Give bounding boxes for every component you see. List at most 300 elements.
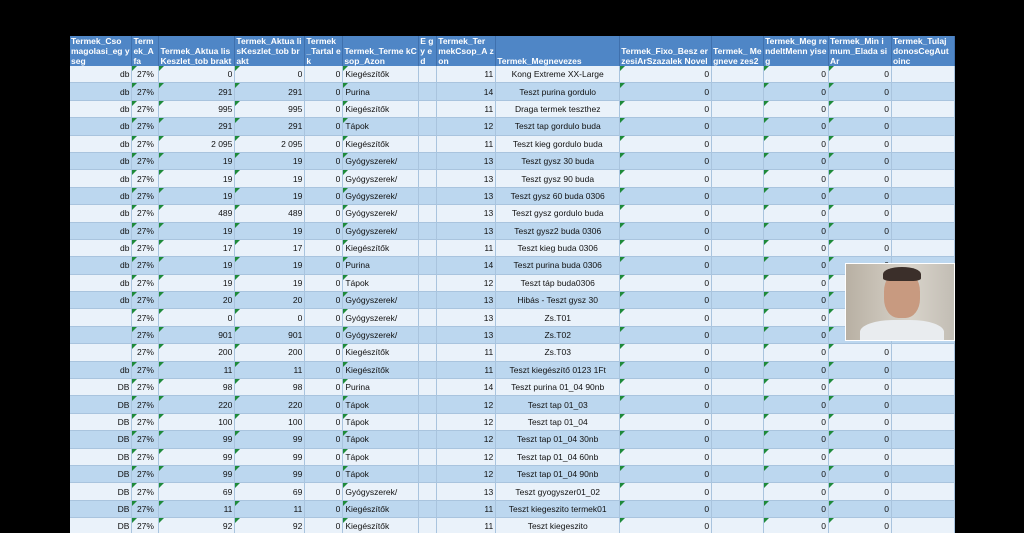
table-cell[interactable] [891, 518, 954, 533]
table-cell[interactable]: 0 [305, 170, 343, 187]
table-cell[interactable]: 19 [159, 152, 235, 169]
table-cell[interactable]: 0 [305, 413, 343, 430]
table-cell[interactable]: 99 [159, 431, 235, 448]
table-cell[interactable]: 0 [764, 187, 829, 204]
table-cell[interactable]: 0 [305, 66, 343, 83]
table-row[interactable] [70, 431, 955, 448]
table-cell[interactable] [891, 431, 954, 448]
table-cell[interactable]: 0 [305, 274, 343, 291]
table-row[interactable] [70, 500, 955, 517]
table-cell[interactable]: 0 [829, 361, 892, 378]
table-cell[interactable]: 13 [437, 483, 496, 500]
table-cell[interactable]: 0 [829, 483, 892, 500]
table-row[interactable] [70, 448, 955, 465]
table-cell[interactable] [712, 413, 764, 430]
table-cell[interactable]: 0 [764, 379, 829, 396]
table-cell[interactable]: 0 [764, 361, 829, 378]
table-cell[interactable]: 0 [235, 66, 305, 83]
table-cell[interactable]: 0 [764, 292, 829, 309]
table-cell[interactable]: 0 [305, 326, 343, 343]
table-cell[interactable] [712, 170, 764, 187]
table-cell[interactable]: 200 [235, 344, 305, 361]
table-cell[interactable]: 2 095 [235, 135, 305, 152]
table-cell[interactable]: 19 [235, 274, 305, 291]
table-cell[interactable]: DB [70, 483, 132, 500]
table-cell[interactable] [891, 239, 954, 256]
table-cell[interactable]: 0 [764, 500, 829, 517]
table-cell[interactable] [891, 222, 954, 239]
table-cell[interactable]: db [70, 66, 132, 83]
table-cell[interactable]: 0 [829, 500, 892, 517]
table-cell[interactable]: 14 [437, 83, 496, 100]
table-cell[interactable]: 12 [437, 431, 496, 448]
table-cell[interactable]: 0 [620, 239, 712, 256]
table-cell[interactable]: 27% [132, 344, 159, 361]
table-cell[interactable]: 27% [132, 100, 159, 117]
table-row[interactable] [70, 205, 955, 222]
table-cell[interactable] [419, 361, 437, 378]
table-cell[interactable] [419, 344, 437, 361]
table-cell[interactable]: 0 [305, 483, 343, 500]
table-cell[interactable] [419, 222, 437, 239]
table-cell[interactable] [891, 100, 954, 117]
table-cell[interactable]: 27% [132, 292, 159, 309]
table-row[interactable] [70, 483, 955, 500]
table-cell[interactable] [70, 326, 132, 343]
table-cell[interactable]: db [70, 274, 132, 291]
column-header[interactable]: Termek _Tartal ek [305, 36, 343, 66]
table-cell[interactable] [891, 170, 954, 187]
table-cell[interactable] [891, 483, 954, 500]
table-cell[interactable]: 0 [235, 309, 305, 326]
table-cell[interactable]: 19 [159, 222, 235, 239]
table-cell[interactable]: 100 [235, 413, 305, 430]
table-cell[interactable]: 0 [829, 239, 892, 256]
table-cell[interactable]: DB [70, 518, 132, 533]
table-cell[interactable] [712, 361, 764, 378]
table-cell[interactable]: 92 [235, 518, 305, 533]
table-cell[interactable]: 0 [305, 83, 343, 100]
table-cell[interactable]: 0 [305, 518, 343, 533]
table-cell[interactable]: 0 [305, 500, 343, 517]
table-cell[interactable] [712, 309, 764, 326]
column-header[interactable]: Termek_Min imum_Elada siAr [829, 36, 892, 66]
table-cell[interactable]: 19 [235, 152, 305, 169]
table-row[interactable] [70, 118, 955, 135]
table-cell[interactable] [891, 465, 954, 482]
table-cell[interactable] [419, 187, 437, 204]
table-cell[interactable]: 19 [235, 257, 305, 274]
table-cell[interactable] [712, 500, 764, 517]
table-cell[interactable]: 2 095 [159, 135, 235, 152]
table-cell[interactable] [419, 66, 437, 83]
table-cell[interactable]: 0 [620, 257, 712, 274]
table-cell[interactable]: DB [70, 500, 132, 517]
table-cell[interactable]: 13 [437, 222, 496, 239]
table-cell[interactable] [891, 500, 954, 517]
table-cell[interactable]: 0 [305, 309, 343, 326]
table-cell[interactable] [712, 292, 764, 309]
table-cell[interactable] [891, 135, 954, 152]
table-cell[interactable]: 0 [829, 135, 892, 152]
table-cell[interactable] [419, 448, 437, 465]
table-cell[interactable]: 0 [620, 118, 712, 135]
table-cell[interactable]: 27% [132, 222, 159, 239]
table-cell[interactable]: db [70, 100, 132, 117]
table-cell[interactable]: 0 [305, 379, 343, 396]
table-cell[interactable]: Draga termek teszthez [496, 100, 620, 117]
table-cell[interactable] [712, 431, 764, 448]
table-cell[interactable]: Kiegészítők [343, 361, 419, 378]
table-cell[interactable]: 20 [235, 292, 305, 309]
table-cell[interactable]: 0 [764, 100, 829, 117]
table-cell[interactable]: 0 [829, 152, 892, 169]
table-cell[interactable] [419, 83, 437, 100]
table-row[interactable] [70, 379, 955, 396]
table-row[interactable] [70, 396, 955, 413]
table-cell[interactable]: db [70, 83, 132, 100]
table-cell[interactable]: DB [70, 413, 132, 430]
table-cell[interactable]: 220 [235, 396, 305, 413]
table-cell[interactable]: Gyógyszerek/ [343, 152, 419, 169]
table-cell[interactable]: 0 [829, 465, 892, 482]
table-cell[interactable]: Teszt gysz 90 buda [496, 170, 620, 187]
table-cell[interactable] [419, 309, 437, 326]
table-cell[interactable]: 13 [437, 187, 496, 204]
table-cell[interactable]: 27% [132, 483, 159, 500]
table-cell[interactable]: 0 [305, 448, 343, 465]
table-cell[interactable]: 291 [235, 83, 305, 100]
table-cell[interactable]: Teszt gysz2 buda 0306 [496, 222, 620, 239]
table-cell[interactable]: Gyógyszerek/ [343, 326, 419, 343]
table-cell[interactable] [419, 205, 437, 222]
table-cell[interactable]: Gyógyszerek/ [343, 222, 419, 239]
table-cell[interactable]: 0 [829, 413, 892, 430]
table-cell[interactable]: 0 [764, 483, 829, 500]
table-cell[interactable]: 27% [132, 448, 159, 465]
table-cell[interactable] [712, 518, 764, 533]
table-cell[interactable] [891, 379, 954, 396]
table-cell[interactable] [419, 431, 437, 448]
table-cell[interactable] [419, 135, 437, 152]
table-cell[interactable]: 0 [305, 187, 343, 204]
table-cell[interactable] [891, 396, 954, 413]
table-cell[interactable] [419, 292, 437, 309]
column-header[interactable]: Termek_Tulaj donosCegAut oinc [891, 36, 954, 66]
table-cell[interactable]: 0 [764, 205, 829, 222]
table-cell[interactable]: 11 [437, 500, 496, 517]
table-row[interactable] [70, 239, 955, 256]
table-cell[interactable]: Teszt gysz 60 buda 0306 [496, 187, 620, 204]
table-cell[interactable]: 20 [159, 292, 235, 309]
table-cell[interactable]: 11 [235, 500, 305, 517]
table-cell[interactable]: Purina [343, 379, 419, 396]
table-cell[interactable]: 27% [132, 135, 159, 152]
table-cell[interactable]: 0 [620, 500, 712, 517]
table-cell[interactable]: 0 [305, 257, 343, 274]
table-cell[interactable] [891, 448, 954, 465]
table-cell[interactable]: 0 [829, 222, 892, 239]
table-cell[interactable]: 27% [132, 500, 159, 517]
table-cell[interactable]: 11 [437, 344, 496, 361]
table-cell[interactable]: 0 [764, 83, 829, 100]
table-cell[interactable]: 0 [159, 309, 235, 326]
table-cell[interactable] [70, 309, 132, 326]
table-cell[interactable] [712, 187, 764, 204]
table-cell[interactable]: 0 [829, 205, 892, 222]
table-cell[interactable]: db [70, 135, 132, 152]
column-header[interactable]: Termek_ Megneve zes2 [712, 36, 764, 66]
table-cell[interactable]: Teszt tap 01_04 90nb [496, 465, 620, 482]
table-cell[interactable]: 0 [620, 326, 712, 343]
table-cell[interactable]: 0 [764, 431, 829, 448]
table-row[interactable] [70, 465, 955, 482]
table-cell[interactable]: Kiegészítők [343, 344, 419, 361]
table-cell[interactable] [712, 135, 764, 152]
table-cell[interactable]: 99 [235, 448, 305, 465]
table-cell[interactable] [891, 83, 954, 100]
table-cell[interactable]: 13 [437, 205, 496, 222]
table-cell[interactable]: 12 [437, 413, 496, 430]
table-cell[interactable]: 901 [159, 326, 235, 343]
table-cell[interactable]: Teszt tap gordulo buda [496, 118, 620, 135]
table-cell[interactable]: Kiegészítők [343, 239, 419, 256]
table-cell[interactable]: 0 [764, 413, 829, 430]
table-cell[interactable]: 0 [764, 518, 829, 533]
column-header[interactable]: Termek_Ter mekCsop_A zon [437, 36, 496, 66]
table-cell[interactable]: 13 [437, 309, 496, 326]
table-cell[interactable] [712, 483, 764, 500]
table-cell[interactable]: 27% [132, 379, 159, 396]
table-cell[interactable]: 0 [829, 379, 892, 396]
table-cell[interactable]: Teszt táp buda0306 [496, 274, 620, 291]
column-header[interactable]: Termek_Cso magolasi_eg yseg [70, 36, 132, 66]
table-cell[interactable]: Teszt tap 01_04 30nb [496, 431, 620, 448]
table-cell[interactable]: db [70, 257, 132, 274]
table-cell[interactable]: 291 [159, 118, 235, 135]
table-cell[interactable] [419, 326, 437, 343]
table-cell[interactable]: 291 [235, 118, 305, 135]
table-cell[interactable]: 0 [620, 465, 712, 482]
table-cell[interactable]: db [70, 292, 132, 309]
table-cell[interactable]: 0 [829, 83, 892, 100]
table-cell[interactable]: 27% [132, 518, 159, 533]
table-cell[interactable]: 0 [305, 431, 343, 448]
table-cell[interactable]: 99 [235, 465, 305, 482]
table-cell[interactable]: Teszt kiegeszito [496, 518, 620, 533]
table-cell[interactable]: 0 [764, 274, 829, 291]
table-cell[interactable]: Zs.T03 [496, 344, 620, 361]
table-cell[interactable]: 0 [829, 100, 892, 117]
table-row[interactable] [70, 292, 955, 309]
table-cell[interactable]: 0 [620, 274, 712, 291]
table-cell[interactable]: 0 [620, 187, 712, 204]
table-cell[interactable]: 0 [305, 292, 343, 309]
table-cell[interactable]: db [70, 205, 132, 222]
table-cell[interactable] [419, 100, 437, 117]
table-cell[interactable]: 98 [159, 379, 235, 396]
table-cell[interactable]: Zs.T01 [496, 309, 620, 326]
table-cell[interactable]: 0 [764, 465, 829, 482]
table-cell[interactable]: 0 [620, 361, 712, 378]
table-cell[interactable] [712, 465, 764, 482]
table-cell[interactable]: Purina [343, 83, 419, 100]
table-cell[interactable]: Teszt gyogyszer01_02 [496, 483, 620, 500]
table-cell[interactable]: Tápok [343, 274, 419, 291]
table-cell[interactable]: 995 [235, 100, 305, 117]
table-cell[interactable]: 69 [159, 483, 235, 500]
table-cell[interactable]: db [70, 187, 132, 204]
table-cell[interactable]: DB [70, 379, 132, 396]
table-cell[interactable]: 11 [437, 518, 496, 533]
table-cell[interactable]: 13 [437, 170, 496, 187]
table-cell[interactable]: 0 [620, 170, 712, 187]
table-cell[interactable]: Teszt tap 01_03 [496, 396, 620, 413]
table-cell[interactable]: 0 [620, 396, 712, 413]
table-cell[interactable] [419, 500, 437, 517]
table-cell[interactable]: 0 [305, 396, 343, 413]
table-cell[interactable]: 19 [159, 257, 235, 274]
table-cell[interactable]: DB [70, 431, 132, 448]
table-cell[interactable]: db [70, 118, 132, 135]
table-row[interactable] [70, 274, 955, 291]
table-cell[interactable] [70, 344, 132, 361]
table-cell[interactable] [891, 344, 954, 361]
column-header[interactable]: Termek_A fa [132, 36, 159, 66]
table-row[interactable] [70, 309, 955, 326]
table-cell[interactable]: 0 [829, 170, 892, 187]
table-cell[interactable]: 0 [764, 118, 829, 135]
table-cell[interactable]: 19 [159, 274, 235, 291]
table-cell[interactable]: db [70, 170, 132, 187]
table-cell[interactable]: 0 [620, 413, 712, 430]
table-cell[interactable]: 13 [437, 152, 496, 169]
table-cell[interactable]: 100 [159, 413, 235, 430]
table-cell[interactable]: 0 [764, 257, 829, 274]
table-row[interactable] [70, 66, 955, 83]
table-cell[interactable]: Teszt kiegészítő 0123 1Ft [496, 361, 620, 378]
table-cell[interactable]: Teszt kieg buda 0306 [496, 239, 620, 256]
table-cell[interactable] [712, 274, 764, 291]
table-cell[interactable]: 0 [829, 118, 892, 135]
table-cell[interactable] [891, 361, 954, 378]
column-header[interactable]: Termek_Fixo_Besz erzesiArSzazalek Novel [620, 36, 712, 66]
table-cell[interactable]: 12 [437, 465, 496, 482]
table-cell[interactable]: 995 [159, 100, 235, 117]
table-cell[interactable]: Teszt kieg gordulo buda [496, 135, 620, 152]
table-cell[interactable]: 27% [132, 205, 159, 222]
table-cell[interactable]: Kiegészítők [343, 500, 419, 517]
table-row[interactable] [70, 152, 955, 169]
table-cell[interactable] [712, 344, 764, 361]
table-cell[interactable] [419, 239, 437, 256]
table-cell[interactable]: 11 [437, 361, 496, 378]
table-cell[interactable]: 0 [620, 83, 712, 100]
table-cell[interactable]: 0 [829, 448, 892, 465]
table-cell[interactable] [419, 379, 437, 396]
table-cell[interactable]: 0 [305, 118, 343, 135]
table-cell[interactable]: 13 [437, 326, 496, 343]
table-cell[interactable]: 0 [620, 483, 712, 500]
table-cell[interactable]: 27% [132, 326, 159, 343]
table-cell[interactable] [891, 413, 954, 430]
table-cell[interactable]: Teszt gysz gordulo buda [496, 205, 620, 222]
table-row[interactable] [70, 344, 955, 361]
table-cell[interactable] [891, 118, 954, 135]
table-cell[interactable]: Tápok [343, 448, 419, 465]
table-cell[interactable]: 0 [305, 361, 343, 378]
table-cell[interactable]: 0 [620, 309, 712, 326]
table-cell[interactable] [712, 396, 764, 413]
table-cell[interactable]: 27% [132, 465, 159, 482]
table-cell[interactable]: Teszt gysz 30 buda [496, 152, 620, 169]
table-cell[interactable]: 0 [620, 431, 712, 448]
table-cell[interactable] [419, 396, 437, 413]
table-cell[interactable]: 291 [159, 83, 235, 100]
table-cell[interactable]: 0 [829, 344, 892, 361]
table-cell[interactable]: 19 [159, 170, 235, 187]
table-cell[interactable]: 220 [159, 396, 235, 413]
table-cell[interactable]: 0 [764, 344, 829, 361]
table-cell[interactable]: Tápok [343, 396, 419, 413]
table-cell[interactable]: 11 [437, 100, 496, 117]
table-cell[interactable]: 11 [235, 361, 305, 378]
table-cell[interactable]: 27% [132, 152, 159, 169]
table-cell[interactable]: 11 [437, 66, 496, 83]
table-cell[interactable]: Teszt purina buda 0306 [496, 257, 620, 274]
table-cell[interactable]: 0 [305, 465, 343, 482]
table-cell[interactable]: 11 [437, 239, 496, 256]
table-cell[interactable] [419, 483, 437, 500]
table-cell[interactable]: Kong Extreme XX-Large [496, 66, 620, 83]
table-cell[interactable]: Teszt kiegeszito termek01 [496, 500, 620, 517]
table-cell[interactable]: 99 [159, 448, 235, 465]
table-cell[interactable] [419, 274, 437, 291]
table-cell[interactable]: 19 [235, 170, 305, 187]
table-cell[interactable]: 12 [437, 274, 496, 291]
table-row[interactable] [70, 187, 955, 204]
table-cell[interactable]: 0 [764, 239, 829, 256]
table-cell[interactable] [712, 257, 764, 274]
table-cell[interactable]: 0 [305, 152, 343, 169]
table-cell[interactable]: DB [70, 448, 132, 465]
table-cell[interactable] [712, 118, 764, 135]
table-cell[interactable]: 11 [159, 500, 235, 517]
table-cell[interactable] [712, 448, 764, 465]
table-cell[interactable]: 901 [235, 326, 305, 343]
table-row[interactable] [70, 361, 955, 378]
table-cell[interactable]: Gyógyszerek/ [343, 292, 419, 309]
table-cell[interactable]: Gyógyszerek/ [343, 187, 419, 204]
table-cell[interactable]: 0 [159, 66, 235, 83]
table-cell[interactable]: 0 [764, 170, 829, 187]
table-cell[interactable]: 19 [235, 222, 305, 239]
table-cell[interactable]: 27% [132, 361, 159, 378]
table-cell[interactable]: Kiegészítők [343, 135, 419, 152]
table-cell[interactable]: 12 [437, 396, 496, 413]
table-cell[interactable] [712, 205, 764, 222]
table-cell[interactable]: 0 [620, 152, 712, 169]
table-cell[interactable]: 11 [159, 361, 235, 378]
table-cell[interactable]: 99 [159, 465, 235, 482]
table-cell[interactable]: 0 [829, 431, 892, 448]
table-cell[interactable]: DB [70, 396, 132, 413]
table-cell[interactable]: 0 [620, 292, 712, 309]
table-cell[interactable]: 0 [620, 448, 712, 465]
table-cell[interactable]: 14 [437, 379, 496, 396]
column-header[interactable]: Termek_Meg rendeltMenn yiseg [765, 36, 827, 66]
table-cell[interactable]: 17 [235, 239, 305, 256]
